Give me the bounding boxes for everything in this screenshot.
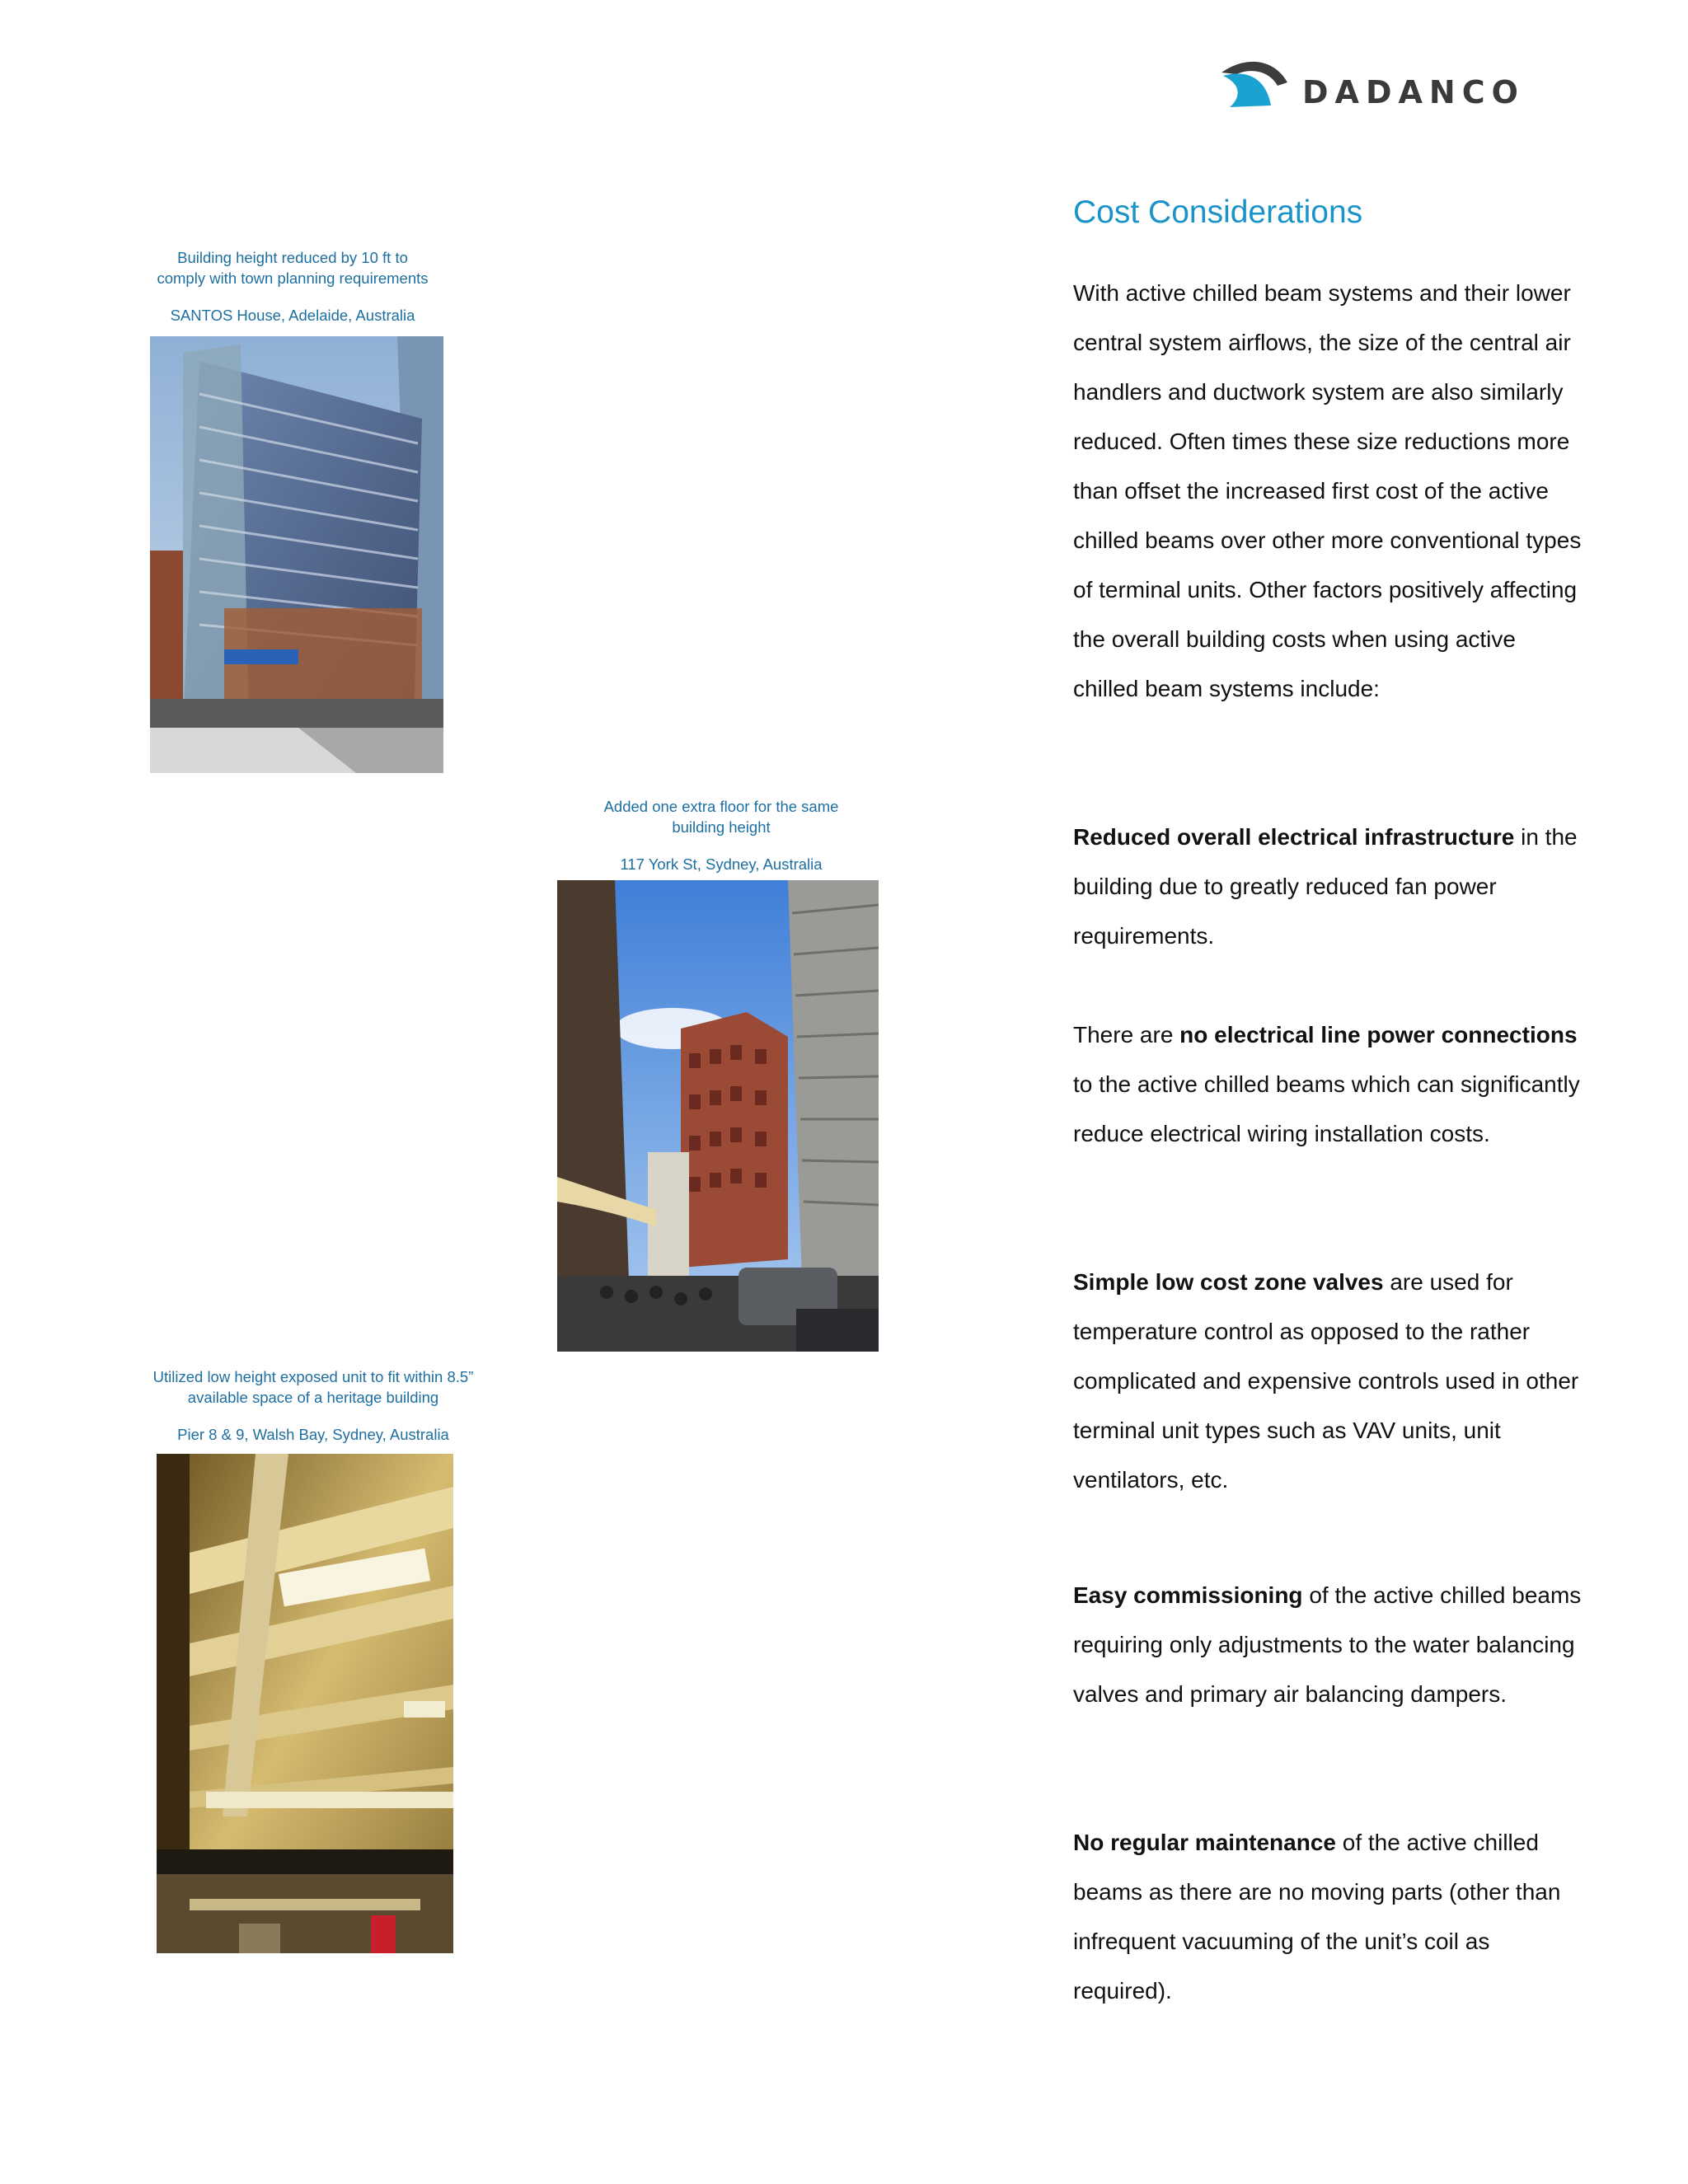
point-heading: No regular maintenance [1073,1830,1336,1855]
point-text: There are [1073,1022,1180,1047]
point-electrical-infrastructure [1073,813,1584,961]
dadanco-logo [1212,49,1591,111]
point-no-maintenance [1073,1818,1584,2016]
point-zone-valves [1073,1258,1584,1505]
caption-line: building height [672,818,771,836]
point-text: are used for temperature control as opposed to the rather complicated and expensive controls used in other terminal unit types such as VAV units, unit ventilators, etc. [1073,1269,1579,1493]
point-no-power-connections [1073,1010,1584,1159]
point-heading: Easy commissioning [1073,1582,1303,1608]
walsh-bay-photo [157,1454,453,1953]
point-heading: Reduced overall electrical infrastructure [1073,824,1515,850]
santos-house-photo [150,336,443,773]
figure-1-caption [132,247,453,326]
caption-line: comply with town planning requirements [157,269,429,287]
page-title: Cost Considerations [1073,194,1363,230]
point-text: of the active chilled beams requiring only adjustments to the water balancing valves and primary air balancing dampers. [1073,1582,1582,1707]
point-text: to the active chilled beams which can significantly reduce electrical wiring installation costs. [1073,1071,1580,1146]
intro-paragraph [1073,269,1584,714]
figure-location: Pier 8 & 9, Walsh Bay, Sydney, Australia [177,1426,449,1443]
sail-swoosh-icon [1212,49,1294,111]
point-easy-commissioning [1073,1571,1584,1719]
caption-line: Building height reduced by 10 ft to [177,249,408,266]
caption-line: available space of a heritage building [187,1389,439,1406]
figure-location: 117 York St, Sydney, Australia [620,855,823,873]
figure-location: SANTOS House, Adelaide, Australia [170,307,415,324]
brand-name: DADANCO [1302,74,1525,110]
point-heading: no electrical line power connections [1179,1022,1578,1047]
caption-line: Utilized low height exposed unit to fit within 8.5” [152,1368,474,1385]
figure-3-caption [132,1366,495,1445]
point-heading: Simple low cost zone valves [1073,1269,1384,1295]
point-text: of the active chilled beams as there are no moving parts (other than infrequent vacuuming of the unit’s coil as required). [1073,1830,1561,2004]
caption-line: Added one extra floor for the same [603,798,839,815]
york-st-photo [557,880,879,1352]
intro-text: With active chilled beam systems and their lower central system airflows, the size of the central air handlers and ductwork system are also similarly reduced. Often times these size reductions more than offset the increased first cost of the active chilled beams over other more conventional types of terminal units. Other factors positively affecting the overall building costs when using active chilled beam systems include: [1073,280,1582,701]
figure-2-caption [560,796,882,874]
point-text: in the building due to greatly reduced fan power requirements. [1073,824,1578,949]
